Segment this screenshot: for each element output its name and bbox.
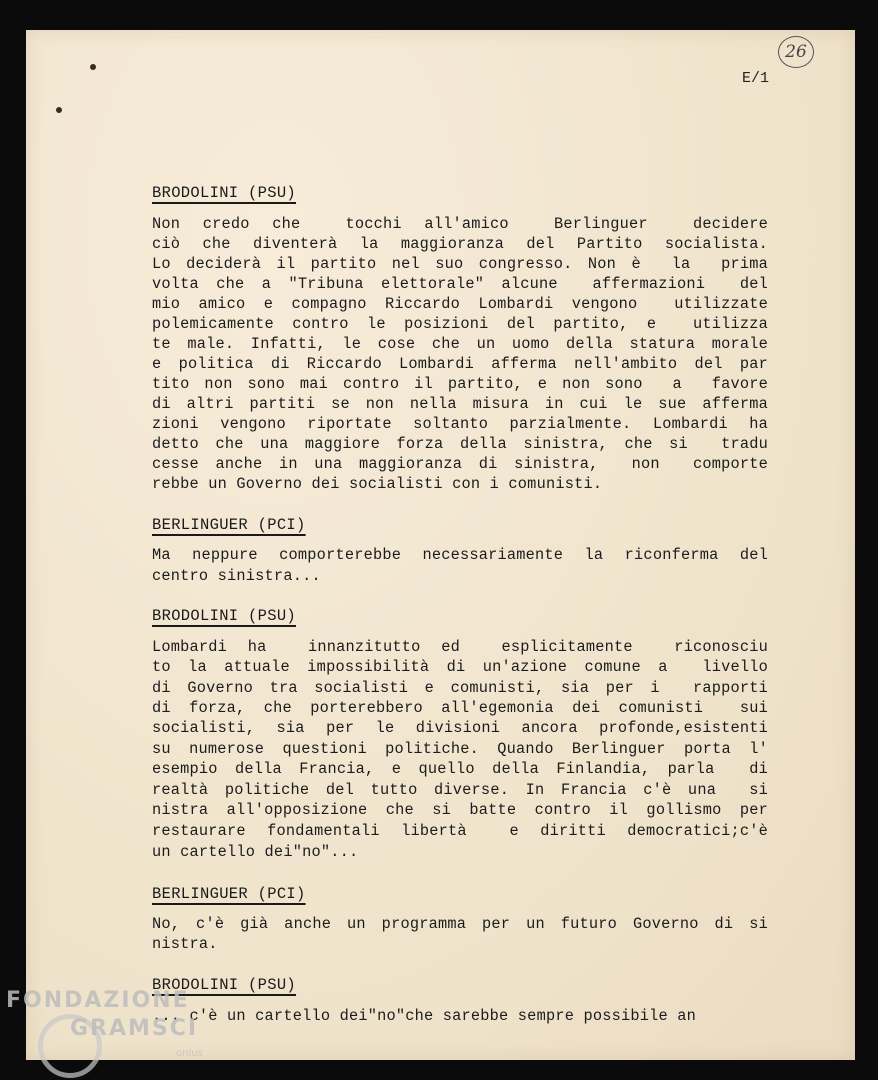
transcript-line: rebbe un Governo dei socialisti con i comunisti. bbox=[152, 475, 603, 493]
transcript-line: centro sinistra... bbox=[152, 567, 321, 585]
transcript-line: to la attuale impossibilità di un'azione comune a livello bbox=[152, 658, 768, 676]
transcript-line: di Governo tra socialisti e comunisti, sia per i rapporti bbox=[152, 679, 768, 697]
watermark-line3: onlus bbox=[176, 1048, 203, 1059]
transcript-line: su numerose questioni politiche. Quando Berlinguer porta l' bbox=[152, 740, 768, 758]
transcript-line: di forza, che porterebbero all'egemonia dei comunisti sui bbox=[152, 699, 768, 717]
transcript-line: nistra all'opposizione che si batte contro il gollismo per bbox=[152, 801, 768, 819]
transcript-line: esempio della Francia, e quello della Finlandia, parla di bbox=[152, 760, 768, 778]
transcript-line: Lo deciderà il partito nel suo congresso. Non è la prima bbox=[152, 255, 768, 273]
transcript-line: polemicamente contro le posizioni del partito, e utilizza bbox=[152, 315, 768, 333]
punch-hole bbox=[90, 64, 96, 70]
transcript-line: nistra. bbox=[152, 935, 218, 953]
document-page bbox=[26, 30, 855, 1060]
transcript-line: realtà politiche del tutto diverse. In Francia c'è una si bbox=[152, 781, 768, 799]
transcript-line: di altri partiti se non nella misura in cui le sue afferma bbox=[152, 395, 768, 413]
speaker-heading: BERLINGUER (PCI) bbox=[152, 516, 306, 534]
speaker-heading: BRODOLINI (PSU) bbox=[152, 184, 297, 202]
archive-number: 26 bbox=[778, 36, 814, 68]
transcript-line: tito non sono mai contro il partito, e non sono a favore bbox=[152, 375, 768, 393]
speaker-heading: BRODOLINI (PSU) bbox=[152, 976, 297, 994]
transcript-line: No, c'è già anche un programma per un futuro Governo di si bbox=[152, 915, 768, 933]
watermark-line2: GRAMSCI bbox=[70, 1016, 199, 1041]
transcript-line: zioni vengono riportate soltanto parzialmente. Lombardi ha bbox=[152, 415, 768, 433]
transcript-line: te male. Infatti, le cose che un uomo della statura morale bbox=[152, 335, 768, 353]
transcript-line: mio amico e compagno Riccardo Lombardi vengono utilizzate bbox=[152, 295, 768, 313]
transcript-line: restaurare fondamentali libertà e diritti democratici;c'è bbox=[152, 822, 768, 840]
transcript-line: un cartello dei"no"... bbox=[152, 843, 359, 861]
transcript-line: ciò che diventerà la maggioranza del Partito socialista. bbox=[152, 235, 768, 253]
watermark-line1: FONDAZIONE bbox=[6, 988, 190, 1013]
transcript-line: Lombardi ha innanzitutto ed esplicitamente riconosciu bbox=[152, 638, 768, 656]
transcript-line: ... c'è un cartello dei"no"che sarebbe sempre possibile an bbox=[152, 1007, 697, 1025]
transcript-line: Non credo che tocchi all'amico Berlinguer decidere bbox=[152, 215, 768, 233]
punch-hole bbox=[56, 107, 62, 113]
transcript-line: detto che una maggiore forza della sinistra, che si tradu bbox=[152, 435, 768, 453]
speaker-heading: BRODOLINI (PSU) bbox=[152, 607, 297, 625]
transcript-line: Ma neppure comporterebbe necessariamente la riconferma del bbox=[152, 546, 768, 564]
speaker-heading: BERLINGUER (PCI) bbox=[152, 885, 306, 903]
transcript-line: e politica di Riccardo Lombardi afferma nell'ambito del par bbox=[152, 355, 768, 373]
page-code: E/1 bbox=[742, 70, 770, 87]
archive-watermark bbox=[0, 988, 240, 1080]
transcript-line: cesse anche in una maggioranza di sinistra, non comporte bbox=[152, 455, 768, 473]
transcript-line: socialisti, sia per le divisioni ancora profonde,esistenti bbox=[152, 719, 768, 737]
transcript-line: volta che a "Tribuna elettorale" alcune affermazioni del bbox=[152, 275, 768, 293]
